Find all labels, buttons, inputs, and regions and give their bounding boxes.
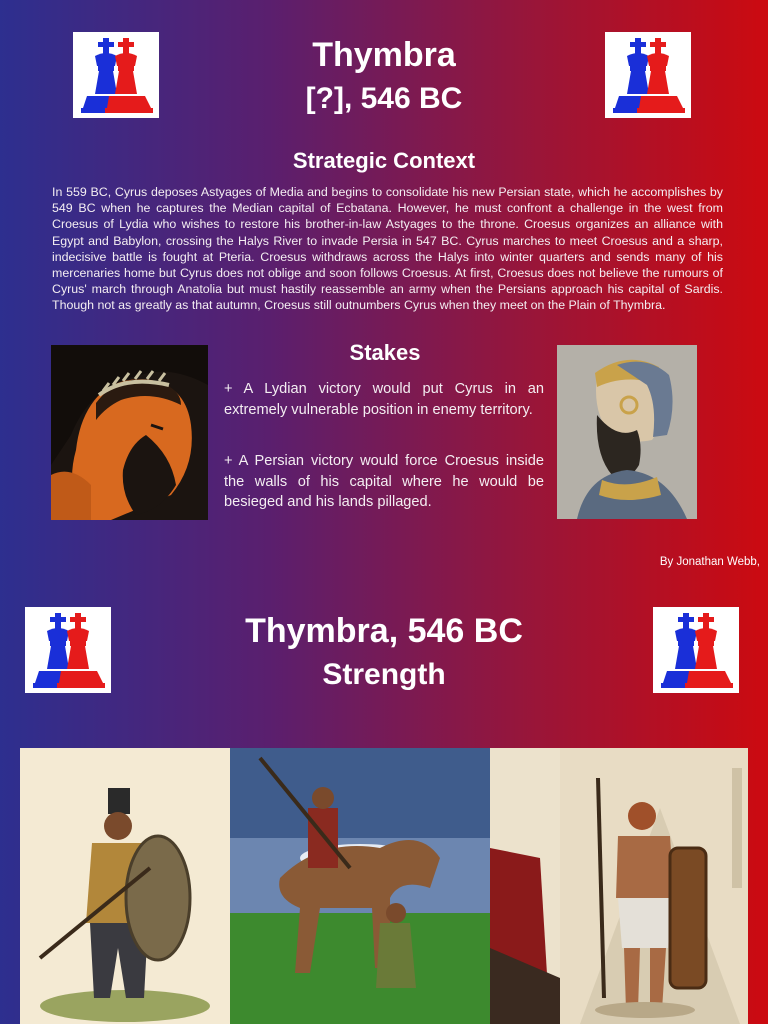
croesus-portrait-image	[51, 345, 208, 520]
stakes-heading: Stakes	[349, 340, 421, 365]
strength-title: Thymbra, 546 BC	[245, 612, 523, 650]
author-byline: By Jonathan Webb,	[659, 556, 760, 568]
slide-thymbra-strength	[0, 590, 768, 1024]
strategic-context-heading: Strategic Context	[292, 148, 476, 173]
stake-persian-victory: + A Persian victory would force Croesus inside the walls of his capital where he would be besieged and his lands pillaged.	[224, 453, 544, 510]
page-subtitle: [?], 546 BC	[305, 82, 463, 115]
strength-subtitle: Strength	[322, 658, 446, 691]
stake-lydian-victory: + A Lydian victory would put Cyrus in an extremely vulnerable position in enemy territory.	[224, 381, 544, 418]
page-title: Thymbra	[312, 36, 456, 74]
strategic-context-text: In 559 BC, Cyrus deposes Astyages of Media and begins to consolidate his new Persian state, which he accomplishes by 549 BC when he captures the Median capital of Ecbatana. However, he must confront a challenge in the west from Croesus of Lydia who wishes to restore his brother-in-law Astyages to the throne. Croesus organizes an alliance with Egypt and Babylon, crossing the Halys River to invade Persia in 547 BC. Cyrus marches to meet Croesus and a sharp, indecisive battle is fought at Pteria. Croesus withdraws across the Halys into winter quarters and sends many of his mercenaries home but Cyrus does not oblige and soon follows Croesus. At first, Croesus does not believe the rumours of Cyrus' march through Anatolia but must hastily reassemble an army when the Persians approach his capital of Sardis. Though not as greatly as that autumn, Croesus still outnumbers Cyrus when they meet on the Plain of Thymbra.	[52, 185, 723, 313]
army-units-image	[20, 748, 748, 1024]
cyrus-portrait-image	[557, 345, 697, 519]
